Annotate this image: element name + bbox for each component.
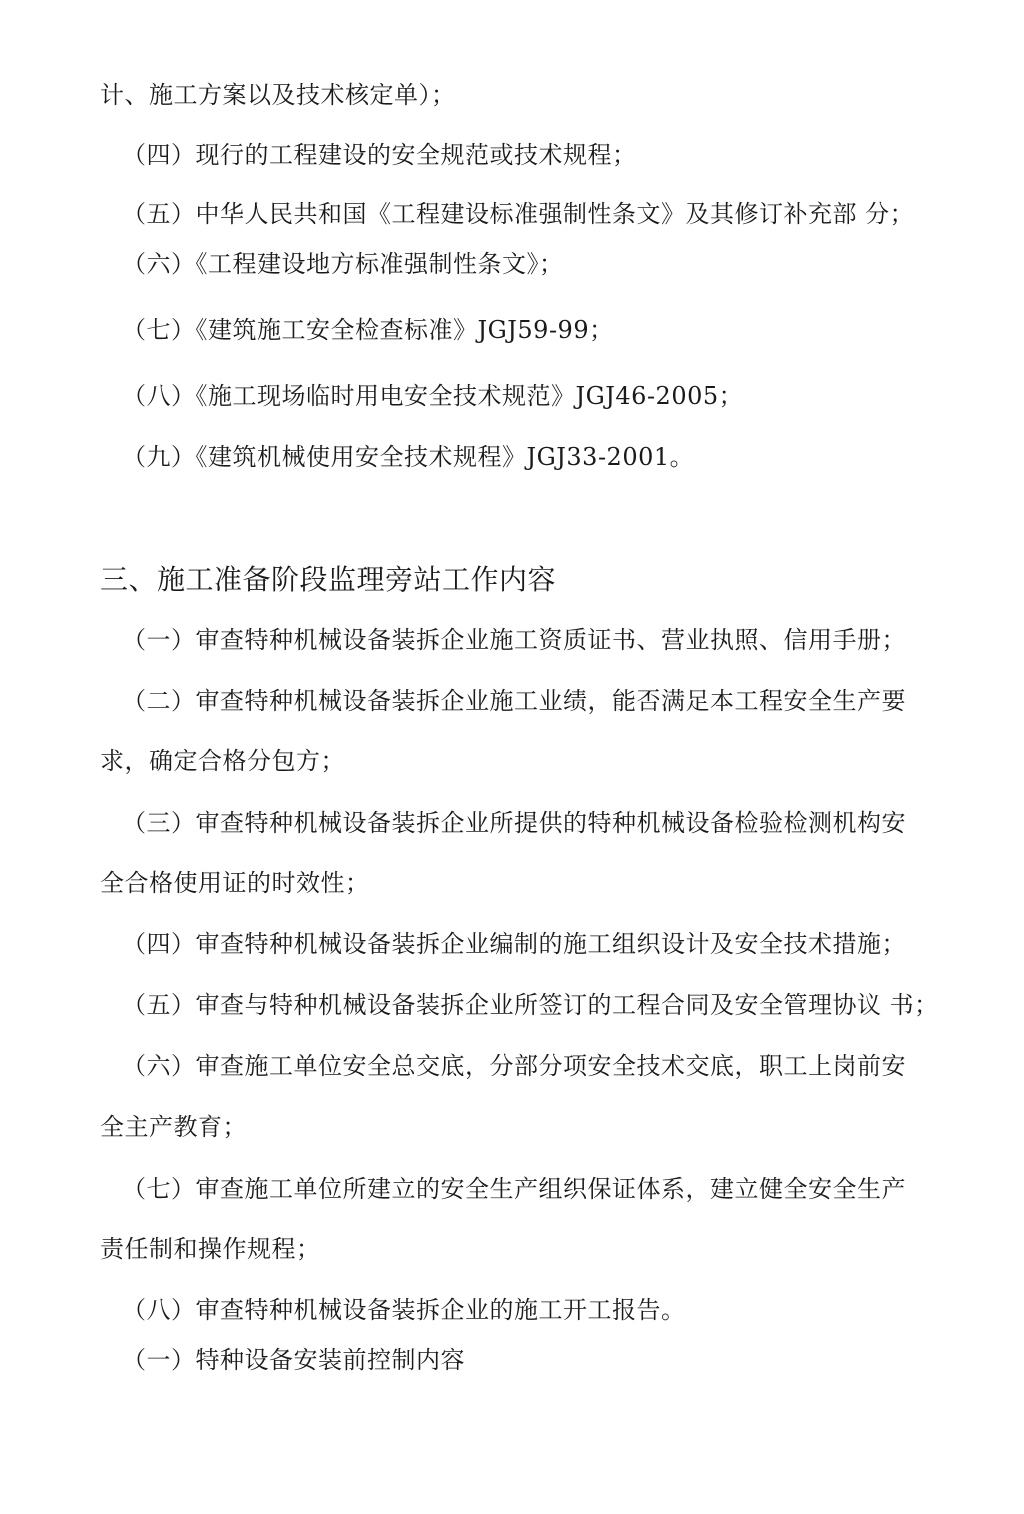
list-item-7b: （七）审查施工单位所建立的安全生产组织保证体系，建立健全安全生产: [122, 1175, 906, 1203]
list-item-6b-cont: 全主产教育；: [100, 1113, 247, 1141]
subsection-heading: （一）特种设备安装前控制内容: [122, 1346, 465, 1374]
list-item-8b: （八）审查特种机械设备装拆企业的施工开工报告。: [122, 1296, 686, 1324]
list-item-4: （四）现行的工程建设的安全规范或技术规程；: [122, 141, 637, 169]
list-item-5: （五）中华人民共和国《工程建设标准强制性条文》及其修订补充部 分；: [122, 200, 915, 228]
list-item-6b: （六）审查施工单位安全总交底，分部分项安全技术交底，职工上岗前安: [122, 1052, 906, 1080]
list-item-7b-cont: 责任制和操作规程；: [100, 1235, 321, 1263]
list-item-1: （一）审查特种机械设备装拆企业施工资质证书、营业执照、信用手册；: [122, 626, 906, 654]
list-item-9: （九）《建筑机械使用安全技术规程》JGJ33-2001。: [122, 443, 695, 471]
list-item-6: （六）《工程建设地方标准强制性条文》；: [122, 250, 564, 278]
list-item-3-cont: 全合格使用证的时效性；: [100, 869, 370, 897]
list-item-2: （二）审查特种机械设备装拆企业施工业绩，能否满足本工程安全生产要: [122, 687, 906, 715]
section-heading: 三、施工准备阶段监理旁站工作内容: [100, 563, 557, 596]
paragraph-continuation: 计、施工方案以及技术核定单）；: [100, 81, 456, 109]
list-item-7: （七）《建筑施工安全检查标准》JGJ59-99；: [122, 316, 614, 344]
list-item-5b: （五）审查与特种机械设备装拆企业所签订的工程合同及安全管理协议 书；: [122, 991, 939, 1019]
list-item-3: （三）审查特种机械设备装拆企业所提供的特种机械设备检验检测机构安: [122, 809, 906, 837]
list-item-2-cont: 求，确定合格分包方；: [100, 747, 345, 775]
list-item-8: （八）《施工现场临时用电安全技术规范》JGJ46-2005；: [122, 382, 744, 410]
list-item-4b: （四）审查特种机械设备装拆企业编制的施工组织设计及安全技术措施；: [122, 930, 906, 958]
